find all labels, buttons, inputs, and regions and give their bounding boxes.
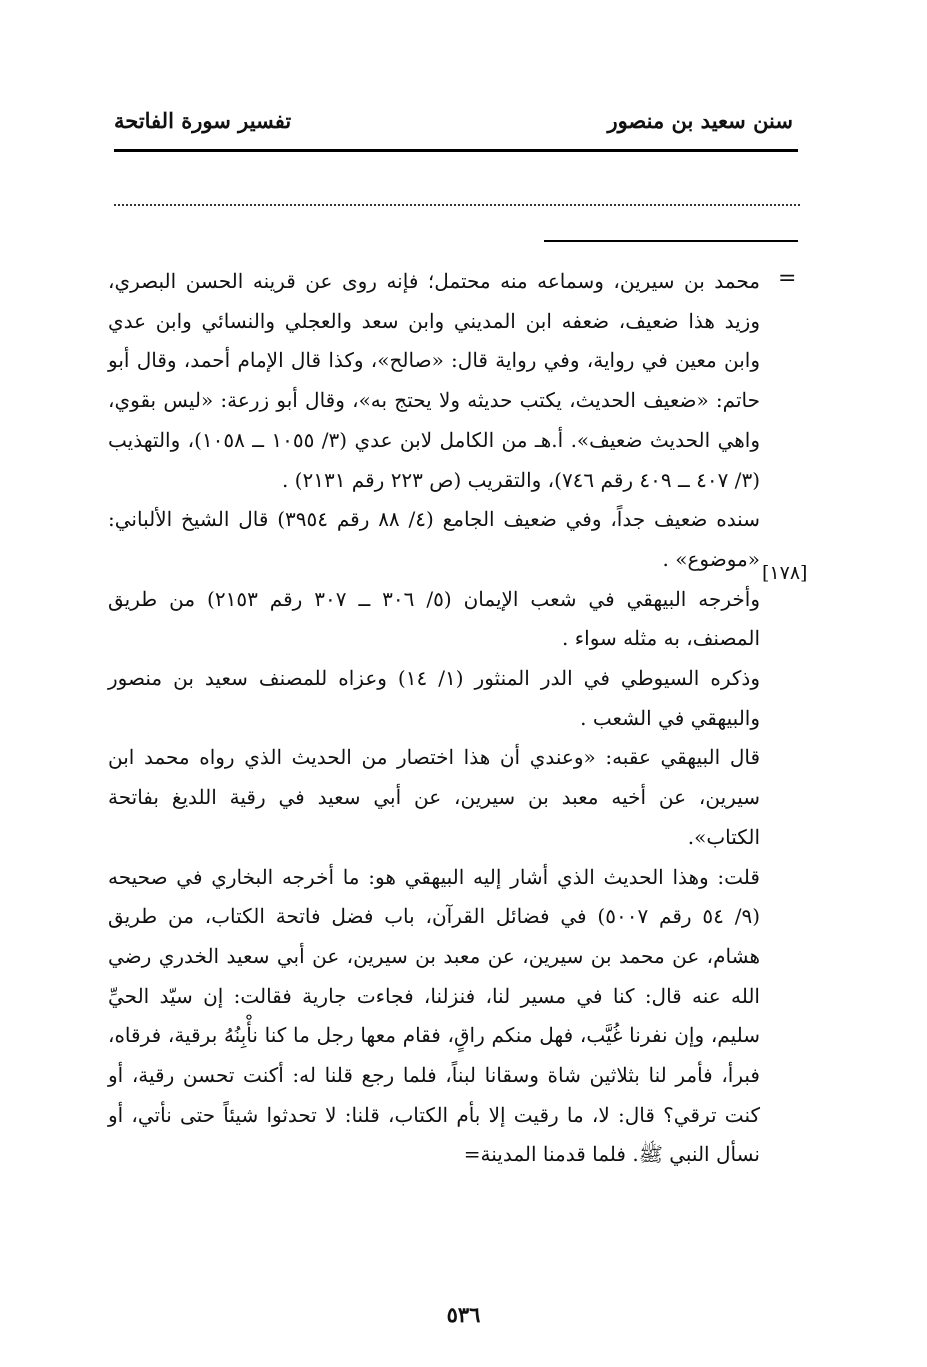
book-title: سنن سعيد بن منصور bbox=[607, 108, 793, 133]
footnote-paragraph: سنده ضعيف جداً، وفي ضعيف الجامع (٤/ ٨٨ رقم ٣٩٥٤) قال الشيخ الألباني: «موضوع» . bbox=[108, 507, 760, 571]
footnote-paragraph: قال البيهقي عقبه: «وعندي أن هذا اختصار من الحديث الذي رواه محمد ابن سيرين، عن أخيه معبد بن سيرين، عن أبي سعيد في رقية اللديغ بفاتحة الكتاب». bbox=[108, 745, 760, 849]
footnote-paragraph: قلت: وهذا الحديث الذي أشار إليه البيهقي هو: ما أخرجه البخاري في صحيحه (٩/ ٥٤ رقم ٥٠٠٧) في فضائل القرآن، باب فضل فاتحة الكتاب، من طريق هشام، عن محمد بن سيرين، عن معبد بن سيرين، عن أبي سعيد الخدري رضي الله عنه قال: كنا في مسير لنا، فنزلنا، فجاءت جارية فقالت: إن سيّد الحيِّ سليم، وإن نفرنا غُيَّب، فهل منكم راقٍ، فقام معها رجل ما كنا نأْبِنُهُ برقية، فرقاه، فبرأ، فأمر لنا بثلاثين شاة وسقانا لبناً، فلما رجع قلنا له: أكنت تحسن رقية، أو كنت ترقي؟ قال: لا، ما رقيت إلا بأم الكتاب، قلنا: لا تحدثوا شيئاً حتى نأتي، أو نسأل النبي ﷺ. فلما قدمنا المدينة= bbox=[108, 864, 760, 1167]
footnote-number: [١٧٨] bbox=[762, 562, 808, 584]
footnote-separator bbox=[544, 240, 798, 242]
footnote-paragraph: وأخرجه البيهقي في شعب الإيمان (٥/ ٣٠٦ ــ ٣٠٧ رقم ٢١٥٣) من طريق المصنف، به مثله سواء . bbox=[108, 586, 761, 651]
footnote-paragraph: وذكره السيوطي في الدر المنثور (١/ ١٤) وعزاه للمصنف سعيد بن منصور والبيهقي في الشعب . bbox=[108, 666, 760, 730]
header-rule bbox=[114, 149, 798, 152]
continuation-marker: = bbox=[778, 266, 797, 291]
footnote-continuation: محمد بن سيرين، وسماعه منه محتمل؛ فإنه روى عن قرينه الحسن البصري، وزيد هذا ضعيف، ضعفه ابن المديني وابن سعد والعجلي والنسائي وابن عدي وابن معين في رواية، وفي رواية قال: «صالح»، وكذا قال الإمام أحمد، وقال أبو حاتم: «ضعيف الحديث، يكتب حديثه ولا يحتج به»، وقال أبو زرعة: «ليس بقوي، واهي الحديث ضعيف». أ.هـ من الكامل لابن عدي (٣/ ١٠٥٥ ــ ١٠٥٨)، والتهذيب (٣/ ٤٠٧ ــ ٤٠٩ رقم ٧٤٦)، والتقريب (ص ٢٢٣ رقم ٢١٣١) . bbox=[108, 269, 760, 492]
footnotes-block bbox=[108, 262, 760, 1175]
page-number: ٥٣٦ bbox=[446, 1302, 481, 1327]
running-header bbox=[112, 108, 797, 144]
dotted-separator bbox=[114, 204, 800, 206]
section-title: تفسير سورة الفاتحة bbox=[114, 108, 292, 133]
